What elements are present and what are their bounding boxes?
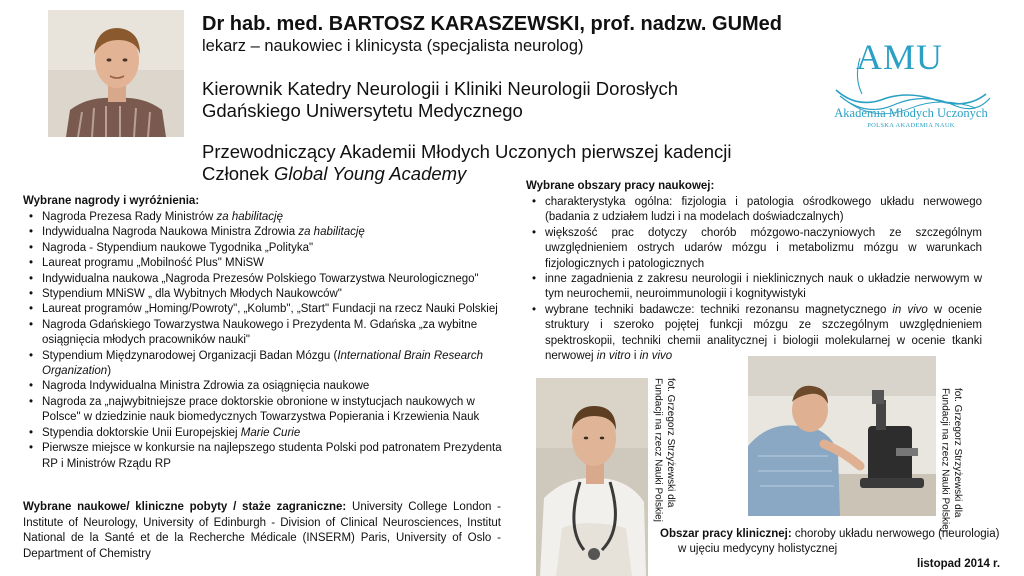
award-text: Pierwsze miejsce w konkursie na najlepszego studenta Polski pod patronatem Prezydenta RP i Ministrów Rządu RP xyxy=(42,442,502,470)
award-item xyxy=(23,426,509,441)
role-line-1: Kierownik Katedry Neurologii i Kliniki Neurologii Dorosłych xyxy=(202,78,679,99)
clinical-area-text: choroby układu nerwowego (neurologia) xyxy=(791,528,1000,540)
award-item xyxy=(23,287,509,302)
award-text: Nagroda Gdańskiego Towarzystwa Naukowego i Prezydenta M. Gdańska „za wybitne osiągnięcia młodych pracowników nauki" xyxy=(42,318,478,347)
role-line-4 xyxy=(202,163,466,185)
photo-credit-2-line-1: fot. Grzegorz Strzyżewski dla xyxy=(952,388,963,518)
award-item xyxy=(23,395,509,426)
microscope-photo xyxy=(748,356,936,516)
research-area-italic-text: in vitro xyxy=(596,350,631,363)
photo-credit-1-line-1: fot. Grzegorz Strzyżewski dla xyxy=(665,378,676,508)
awards-list xyxy=(23,210,509,472)
award-text: Nagroda - Stypendium naukowe Tygodnika „Polityka" xyxy=(42,241,314,254)
research-area-text: inne zagadnienia z zakresu neurologii i nieklinicznych nauk o układzie nerwowym w tym neurochemii, neuroimmunologii i kognitywistyki xyxy=(545,273,982,301)
award-item xyxy=(23,210,509,225)
research-area-text: większość prac dotyczy chorób mózgowo-naczyniowych ze szczególnym uwzględnieniem ostrych udarów mózgu i metabolizmu mózgu w warunkach fizjologicznych i patologicznych xyxy=(545,226,982,270)
award-item xyxy=(23,379,509,394)
award-item xyxy=(23,256,509,271)
research-areas-title: Wybrane obszary pracy naukowej: xyxy=(526,180,715,192)
research-area-item xyxy=(526,226,982,272)
award-italic-text: International Brain Research Organization xyxy=(42,349,484,378)
foreign-stays xyxy=(23,500,501,562)
foreign-stays-label: Wybrane naukowe/ kliniczne pobyty / staże zagraniczne: xyxy=(23,501,347,513)
award-item xyxy=(23,272,509,287)
award-text: Nagroda za „najwybitniejsze prace doktorskie obronione w instytucjach naukowych w Polsce" w dziedzinie nauk biomedycznych Towarzystwa Popierania i Krzewienia Nauk xyxy=(42,395,480,424)
award-italic-text: za habilitację xyxy=(216,211,283,223)
amu-logo-subtitle: Akademia Młodych Uczonych xyxy=(834,106,988,120)
photo-credit-1-line-2: Fundacji na rzecz Nauki Polskiej xyxy=(652,378,664,522)
clinical-area-label: Obszar pracy klinicznej: xyxy=(660,528,792,540)
clinical-area xyxy=(660,527,1010,558)
award-item xyxy=(23,349,509,380)
person-subtitle: lekarz – naukowiec i klinicysta (specjalista neurolog) xyxy=(202,37,584,55)
document-date: listopad 2014 r. xyxy=(917,558,1001,570)
research-area-text: w ocenie struktury i szeroko pojętej funkcji mózgu ze szczególnym uwzględnieniem spektroskopii, techniki chemii analitycznej i biologii molekularnej w ocenie tkanki nerwowej xyxy=(545,303,983,363)
research-area-italic-text: in vivo xyxy=(639,350,673,363)
research-area-item xyxy=(526,195,982,226)
photo-credit-2-line-2: Fundacji na rzecz Nauki Polskiej xyxy=(939,388,951,532)
award-italic-text: za habilitację xyxy=(298,226,365,239)
award-item xyxy=(23,318,509,349)
awards-title: Wybrane nagrody i wyróżnienia: xyxy=(23,195,200,207)
award-text: Nagroda Prezesa Rady Ministrów xyxy=(42,211,217,223)
award-item xyxy=(23,225,509,240)
award-item xyxy=(23,302,509,317)
research-area-item xyxy=(526,272,982,303)
person-name: Dr hab. med. BARTOSZ KARASZEWSKI, prof. nadzw. GUMed xyxy=(202,13,783,35)
amu-logo-subtitle-2: POLSKA AKADEMIA NAUK xyxy=(867,122,955,129)
research-area-text: wybrane techniki badawcze: techniki rezonansu magnetycznego xyxy=(545,303,893,316)
award-text: Nagroda Indywidualna Ministra Zdrowia za osiągnięcia naukowe xyxy=(42,380,370,393)
photo-credit-1 xyxy=(651,378,676,522)
role-line-2: Gdańskiego Uniwersytetu Medycznego xyxy=(202,100,523,121)
research-area-text: charakterystyka ogólna: fizjologia i patologia ośrodkowego układu nerwowego (badania z udziałem ludzi i na modelach doświadczalnych) xyxy=(545,196,982,224)
award-text: Stypendium MNiSW „ dla Wybitnych Młodych Naukowców" xyxy=(42,288,342,301)
award-text: Stypendium Międzynarodowej Organizacji Badan Mózgu ( xyxy=(42,349,338,362)
role-line-3: Przewodniczący Akademii Młodych Uczonych pierwszej kadencji xyxy=(202,141,732,162)
clinical-area-line-2: w ujęciu medycyny holistycznej xyxy=(678,543,838,556)
research-areas-list xyxy=(526,195,982,364)
award-text: Indywidualna Nagroda Naukowa Ministra Zdrowia xyxy=(42,226,299,239)
role-line-4-italic: Global Young Academy xyxy=(273,163,467,184)
award-text: Indywidualna naukowa „Nagroda Prezesów Polskiego Towarzystwa Neurologicznego" xyxy=(42,272,479,285)
award-italic-text: Marie Curie xyxy=(240,426,301,439)
photo-credit-2 xyxy=(938,388,963,532)
award-text: Laureat programu „Mobilność Plus" MNiSW xyxy=(42,257,265,270)
research-area-text: i xyxy=(630,350,640,363)
award-item xyxy=(23,241,509,256)
doctor-photo xyxy=(536,378,648,576)
award-text-end: ) xyxy=(107,365,112,378)
portrait-photo xyxy=(48,10,184,137)
research-area-italic-text: in vivo xyxy=(892,303,928,316)
foreign-stays-text: University College London - Institute of Neurology, University of Edinburgh - Division of Clinical Neurosciences, Institut National de la Santé et de la Recherche Médicale (INSERM) Paris, University of Oslo - Department of Chemistry xyxy=(23,501,501,560)
role-line-4-prefix: Członek xyxy=(202,163,274,184)
amu-logo: AMU xyxy=(856,37,944,77)
award-text: Stypendia doktorskie Unii Europejskiej xyxy=(42,426,241,439)
award-item xyxy=(23,441,509,472)
award-text: Laureat programów „Homing/Powroty", „Kolumb", „Start" Fundacji na rzecz Nauki Polskiej xyxy=(42,303,498,316)
